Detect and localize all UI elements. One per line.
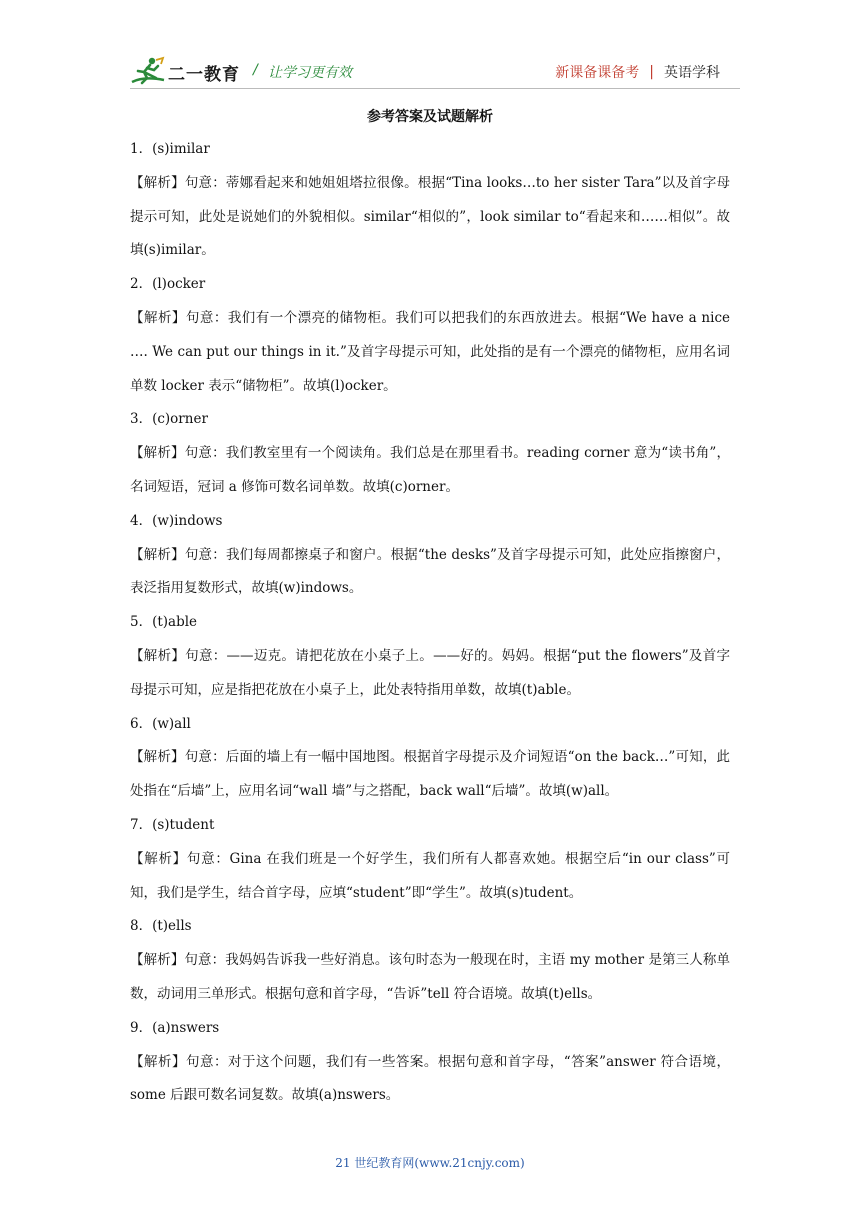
runner-logo-icon: [130, 56, 166, 88]
course-label: 新课备课备考: [555, 65, 640, 81]
slogan: 让学习更有效: [268, 65, 352, 81]
answer-8: 8．(t)ells: [130, 918, 192, 935]
analysis-5: 【解析】句意：——迈克。请把花放在小桌子上。——好的。妈妈。根据“put the flowers”及首字母提示可知，应是指把花放在小桌子上，此处表特指用单数，故填(t)able。: [130, 647, 730, 698]
logo: [130, 56, 240, 88]
logo-text: 二一教育: [168, 64, 240, 85]
analysis-4: 【解析】句意：我们每周都擦桌子和窗户。根据“the desks”及首字母提示可知，此处应指擦窗户，表泛指用复数形式，故填(w)indows。: [130, 546, 730, 597]
analysis-8: 【解析】句意：我妈妈告诉我一些好消息。该句时态为一般现在时，主语 my mother 是第三人称单数，动词用三单形式。根据句意和首字母，“告诉”tell 符合语境。故填(t)ells。: [130, 952, 730, 1002]
slogan-divider: /: [253, 62, 258, 78]
header-right: [555, 62, 720, 82]
analysis-7: 【解析】句意：Gina 在我们班是一个好学生，我们所有人都喜欢她。根据空后“in our class”可知，我们是学生，结合首字母，应填“student”即“学生”。故填(s)tudent。: [130, 850, 730, 901]
subject-label: 英语学科: [664, 65, 720, 81]
analysis-3: 【解析】句意：我们教室里有一个阅读角。我们总是在那里看书。reading corner 意为“读书角”，名词短语，冠词 a 修饰可数名词单数。故填(c)orner。: [130, 445, 730, 495]
answer-2: 2．(l)ocker: [130, 276, 206, 293]
answer-list: [130, 133, 730, 1113]
answer-3: 3．(c)orner: [130, 411, 208, 428]
answer-7: 7．(s)tudent: [130, 816, 215, 833]
answer-1: 1．(s)imilar: [130, 141, 210, 157]
header-divider: [130, 88, 740, 89]
answer-6: 6．(w)all: [130, 715, 191, 732]
analysis-9: 【解析】句意：对于这个问题，我们有一些答案。根据句意和首字母，“答案”answer 符合语境，some 后跟可数名词复数。故填(a)nswers。: [130, 1053, 730, 1104]
analysis-6: 【解析】句意：后面的墙上有一幅中国地图。根据首字母提示及介词短语“on the back…”可知，此处指在“后墙”上，应用名词“wall 墙”与之搭配，back wall“后墙”。故填(w)all。: [130, 749, 730, 800]
analysis-2: 【解析】句意：我们有一个漂亮的储物柜。我们可以把我们的东西放进去。根据“We have a nice …. We can put our things in it.”及首字母提示可知，此处指的是有一个漂亮的储物柜，应用名词单数 locker 表示“储物柜”。故填(l)ocker。: [130, 309, 730, 394]
footer-source: 21 世纪教育网(www.21cnjy.com): [335, 1156, 525, 1170]
answer-5: 5．(t)able: [130, 614, 198, 631]
header-separator: |: [649, 64, 654, 80]
answer-9: 9．(a)nswers: [130, 1019, 220, 1036]
page-title: 参考答案及试题解析: [367, 109, 493, 125]
answer-4: 4．(w)indows: [130, 512, 223, 529]
page-header: [130, 52, 740, 92]
analysis-1: 【解析】句意：蒂娜看起来和她姐姐塔拉很像。根据“Tina looks…to her sister Tara”以及首字母提示可知，此处是说她们的外貌相似。similar“相似的”，look similar to“看起来和……相似”。故填(s)imilar。: [130, 174, 730, 259]
